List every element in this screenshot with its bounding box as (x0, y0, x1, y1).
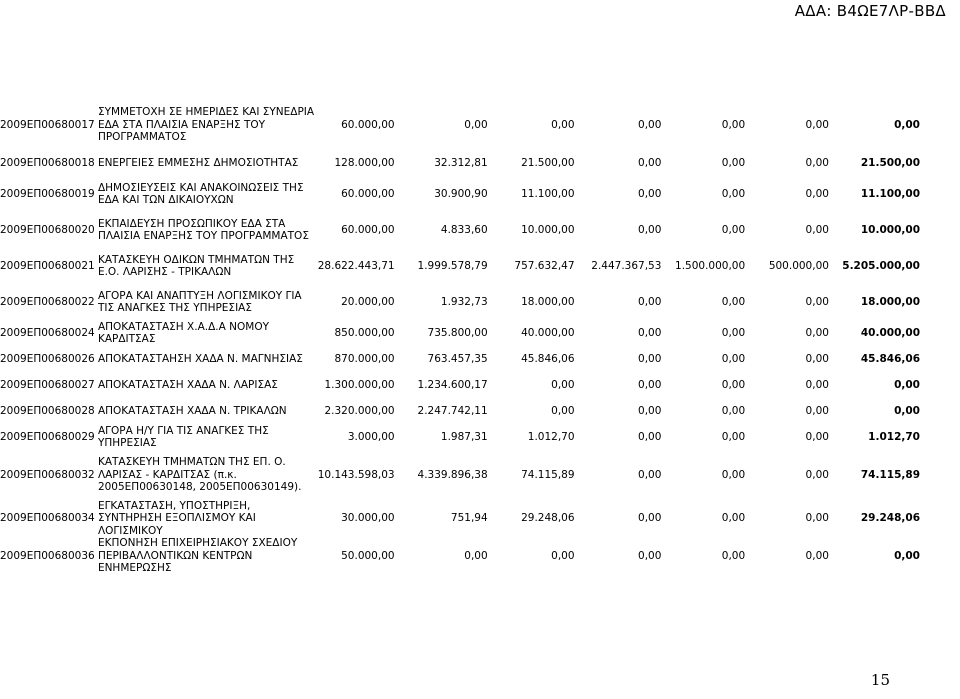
amount-col-1: 3.000,00 (347, 430, 395, 443)
project-code: 2009ΕΠ00680022 (0, 295, 95, 308)
amount-col-2: 0,00 (464, 118, 488, 131)
amount-col-5: 0,00 (721, 549, 746, 562)
table-row (0, 346, 920, 372)
amount-col-6: 0,00 (805, 549, 829, 562)
amount-col-2: 751,94 (450, 512, 488, 525)
project-description: ΑΓΟΡΑ ΚΑΙ ΑΝΑΠΤΥΞΗ ΛΟΓΙΣΜΙΚΟΥ ΓΙΑ ΤΙΣ ΑΝΑΓΚΕΣ ΤΗΣ ΥΠΗΡΕΣΙΑΣ (97, 289, 302, 314)
amount-col-2: 763.457,35 (427, 352, 488, 365)
amount-col-1: 60.000,00 (341, 187, 395, 200)
amount-total: 18.000,00 (860, 295, 920, 308)
amount-col-4: 0,00 (638, 118, 662, 131)
amount-col-4: 0,00 (638, 295, 662, 308)
amount-col-3: 757.632,47 (514, 259, 575, 272)
project-code: 2009ΕΠ00680026 (0, 352, 95, 365)
amount-col-3: 0,00 (551, 404, 575, 417)
amount-col-5: 0,00 (721, 295, 746, 308)
amount-col-4: 0,00 (638, 512, 662, 525)
amount-col-6: 0,00 (805, 468, 829, 481)
project-description: ΑΠΟΚΑΤΑΣΤΑΗΣΗ ΧΑΔΑ Ν. ΜΑΓΝΗΣΙΑΣ (97, 352, 303, 365)
amount-col-2: 30.900,90 (434, 187, 488, 200)
table-row (0, 450, 920, 500)
amount-col-4: 0,00 (638, 430, 662, 443)
amount-col-1: 28.622.443,71 (317, 259, 395, 272)
amount-col-1: 850.000,00 (334, 326, 395, 339)
amount-col-1: 128.000,00 (334, 156, 395, 169)
amount-total: 11.100,00 (860, 187, 920, 200)
project-description: ΑΠΟΚΑΤΑΣΤΑΣΗ Χ.Α.Δ.Α ΝΟΜΟΥ ΚΑΡΔΙΤΣΑΣ (97, 320, 269, 345)
table-row (0, 284, 920, 320)
table-row (0, 248, 920, 284)
amount-total: 0,00 (894, 118, 920, 131)
amount-col-5: 0,00 (721, 468, 746, 481)
amount-col-3: 40.000,00 (521, 326, 575, 339)
project-description: ΕΝΕΡΓΕΙΕΣ ΕΜΜΕΣΗΣ ΔΗΜΟΣΙΟΤΗΤΑΣ (97, 156, 299, 169)
amount-col-4: 2.447.367,53 (591, 259, 662, 272)
project-description: ΑΓΟΡΑ Η/Υ ΓΙΑ ΤΙΣ ΑΝΑΓΚΕΣ ΤΗΣ ΥΠΗΡΕΣΙΑΣ (97, 424, 269, 449)
table-row (0, 424, 920, 450)
ada-code: ΑΔΑ: Β4ΩΕ7ΛΡ-ΒΒΔ (794, 2, 946, 20)
amount-col-3: 29.248,06 (521, 512, 575, 525)
amount-col-4: 0,00 (638, 468, 662, 481)
amount-col-3: 74.115,89 (521, 468, 575, 481)
amount-col-3: 45.846,06 (521, 352, 575, 365)
project-code: 2009ΕΠ00680020 (0, 223, 95, 236)
project-description: ΕΓΚΑΤΑΣΤΑΣΗ, ΥΠΟΣΤΗΡΙΞΗ, ΣΥΝΤΗΡΗΣΗ ΕΞΟΠΛΙΣΜΟΥ ΚΑΙ ΛΟΓΙΣΜΙΚΟΥ (97, 500, 256, 537)
table-row (0, 100, 920, 150)
amount-col-4: 0,00 (638, 378, 662, 391)
amount-col-5: 0,00 (721, 404, 746, 417)
amount-col-6: 0,00 (805, 156, 829, 169)
table-row (0, 176, 920, 212)
amount-col-6: 0,00 (805, 512, 829, 525)
amount-col-5: 0,00 (721, 156, 746, 169)
amount-col-6: 0,00 (805, 404, 829, 417)
amount-col-2: 1.932,73 (440, 295, 488, 308)
amount-col-5: 1.500.000,00 (675, 259, 746, 272)
amount-col-3: 11.100,00 (521, 187, 575, 200)
amount-total: 0,00 (894, 549, 920, 562)
project-code: 2009ΕΠ00680027 (0, 378, 95, 391)
project-description: ΣΥΜΜΕΤΟΧΗ ΣΕ ΗΜΕΡΙΔΕΣ ΚΑΙ ΣΥΝΕΔΡΙΑ ΕΔΑ ΣΤΑ ΠΛΑΙΣΙΑ ΕΝΑΡΞΗΣ ΤΟΥ ΠΡΟΓΡΑΜΜΑΤΟΣ (97, 106, 315, 144)
amount-col-5: 0,00 (721, 118, 746, 131)
amount-col-3: 18.000,00 (521, 295, 575, 308)
amount-total: 45.846,06 (860, 352, 920, 365)
amount-col-3: 1.012,70 (527, 430, 575, 443)
amount-total: 0,00 (894, 404, 920, 417)
amount-col-1: 870.000,00 (334, 352, 395, 365)
amount-total: 10.000,00 (860, 223, 920, 236)
table-row (0, 320, 920, 346)
amount-col-6: 0,00 (805, 378, 829, 391)
amount-col-6: 0,00 (805, 352, 829, 365)
amount-col-2: 2.247.742,11 (417, 404, 488, 417)
project-code: 2009ΕΠ00680017 (0, 118, 95, 131)
amount-col-2: 1.234.600,17 (417, 378, 488, 391)
amount-col-2: 1.999.578,79 (417, 259, 488, 272)
amount-total: 74.115,89 (860, 468, 920, 481)
amount-col-1: 50.000,00 (341, 549, 395, 562)
amount-col-5: 0,00 (721, 223, 746, 236)
amount-col-1: 60.000,00 (341, 118, 395, 131)
amount-col-6: 500.000,00 (768, 259, 829, 272)
page-number: 15 (870, 671, 890, 689)
amount-col-6: 0,00 (805, 223, 829, 236)
project-code: 2009ΕΠ00680029 (0, 430, 95, 443)
amount-col-1: 1.300.000,00 (324, 378, 395, 391)
amount-col-1: 30.000,00 (341, 512, 395, 525)
table-row (0, 372, 920, 398)
amount-col-4: 0,00 (638, 223, 662, 236)
budget-table (0, 100, 920, 574)
amount-col-3: 21.500,00 (521, 156, 575, 169)
amount-total: 21.500,00 (860, 156, 920, 169)
amount-col-4: 0,00 (638, 352, 662, 365)
table-row (0, 212, 920, 248)
amount-col-2: 32.312,81 (434, 156, 488, 169)
project-code: 2009ΕΠ00680036 (0, 549, 95, 562)
amount-col-2: 4.833,60 (440, 223, 488, 236)
amount-col-3: 10.000,00 (521, 223, 575, 236)
amount-total: 0,00 (894, 378, 920, 391)
budget-table-body (0, 100, 920, 574)
project-code: 2009ΕΠ00680034 (0, 512, 95, 525)
amount-col-4: 0,00 (638, 187, 662, 200)
project-code: 2009ΕΠ00680018 (0, 156, 95, 169)
project-description: ΚΑΤΑΣΚΕΥΗ ΤΜΗΜΑΤΩΝ ΤΗΣ ΕΠ. Ο. ΛΑΡΙΣΑΣ - ΚΑΡΔΙΤΣΑΣ (π.κ. 2005ΕΠ00630148, 2005ΕΠ00630149). (97, 456, 302, 494)
project-code: 2009ΕΠ00680028 (0, 404, 95, 417)
amount-col-1: 60.000,00 (341, 223, 395, 236)
table-row (0, 537, 920, 574)
amount-col-1: 20.000,00 (341, 295, 395, 308)
project-description: ΔΗΜΟΣΙΕΥΣΕΙΣ ΚΑΙ ΑΝΑΚΟΙΝΩΣΕΙΣ ΤΗΣ ΕΔΑ ΚΑΙ ΤΩΝ ΔΙΚΑΙΟΥΧΩΝ (97, 181, 304, 206)
amount-col-4: 0,00 (638, 326, 662, 339)
amount-col-6: 0,00 (805, 187, 829, 200)
amount-col-1: 2.320.000,00 (324, 404, 395, 417)
amount-col-3: 0,00 (551, 549, 575, 562)
amount-total: 40.000,00 (860, 326, 920, 339)
project-description: ΕΚΠΑΙΔΕΥΣΗ ΠΡΟΣΩΠΙΚΟΥ ΕΔΑ ΣΤΑ ΠΛΑΙΣΙΑ ΕΝΑΡΞΗΣ ΤΟΥ ΠΡΟΓΡΑΜΜΑΤΟΣ (97, 217, 309, 242)
table-row (0, 500, 920, 537)
amount-col-5: 0,00 (721, 378, 746, 391)
amount-col-5: 0,00 (721, 187, 746, 200)
amount-col-5: 0,00 (721, 352, 746, 365)
amount-col-2: 4.339.896,38 (417, 468, 488, 481)
amount-col-6: 0,00 (805, 326, 829, 339)
amount-col-6: 0,00 (805, 295, 829, 308)
project-code: 2009ΕΠ00680024 (0, 326, 95, 339)
amount-col-4: 0,00 (638, 549, 662, 562)
amount-col-5: 0,00 (721, 512, 746, 525)
amount-col-3: 0,00 (551, 378, 575, 391)
amount-total: 29.248,06 (860, 512, 920, 525)
project-description: ΑΠΟΚΑΤΑΣΤΑΣΗ ΧΑΔΑ Ν. ΛΑΡΙΣΑΣ (97, 378, 278, 391)
amount-col-2: 0,00 (464, 549, 488, 562)
amount-col-6: 0,00 (805, 430, 829, 443)
amount-col-2: 1.987,31 (440, 430, 488, 443)
table-row (0, 398, 920, 424)
amount-col-3: 0,00 (551, 118, 575, 131)
amount-col-5: 0,00 (721, 326, 746, 339)
amount-col-2: 735.800,00 (427, 326, 488, 339)
amount-total: 5.205.000,00 (842, 259, 920, 272)
project-description: ΕΚΠΟΝΗΣΗ ΕΠΙΧΕΙΡΗΣΙΑΚΟΥ ΣΧΕΔΙΟΥ ΠΕΡΙΒΑΛΛΟΝΤΙΚΩΝ ΚΕΝΤΡΩΝ ΕΝΗΜΕΡΩΣΗΣ (97, 537, 298, 575)
amount-col-1: 10.143.598,03 (317, 468, 395, 481)
amount-col-6: 0,00 (805, 118, 829, 131)
amount-col-4: 0,00 (638, 404, 662, 417)
amount-col-4: 0,00 (638, 156, 662, 169)
amount-total: 1.012,70 (868, 430, 920, 443)
project-description: ΑΠΟΚΑΤΑΣΤΑΣΗ ΧΑΔΑ Ν. ΤΡΙΚΑΛΩΝ (97, 404, 287, 417)
project-code: 2009ΕΠ00680032 (0, 468, 95, 481)
project-code: 2009ΕΠ00680021 (0, 259, 95, 272)
project-description: ΚΑΤΑΣΚΕΥΗ ΟΔΙΚΩΝ ΤΜΗΜΑΤΩΝ ΤΗΣ Ε.Ο. ΛΑΡΙΣΗΣ - ΤΡΙΚΑΛΩΝ (97, 253, 295, 278)
project-code: 2009ΕΠ00680019 (0, 187, 95, 200)
table-row (0, 150, 920, 176)
amount-col-5: 0,00 (721, 430, 746, 443)
